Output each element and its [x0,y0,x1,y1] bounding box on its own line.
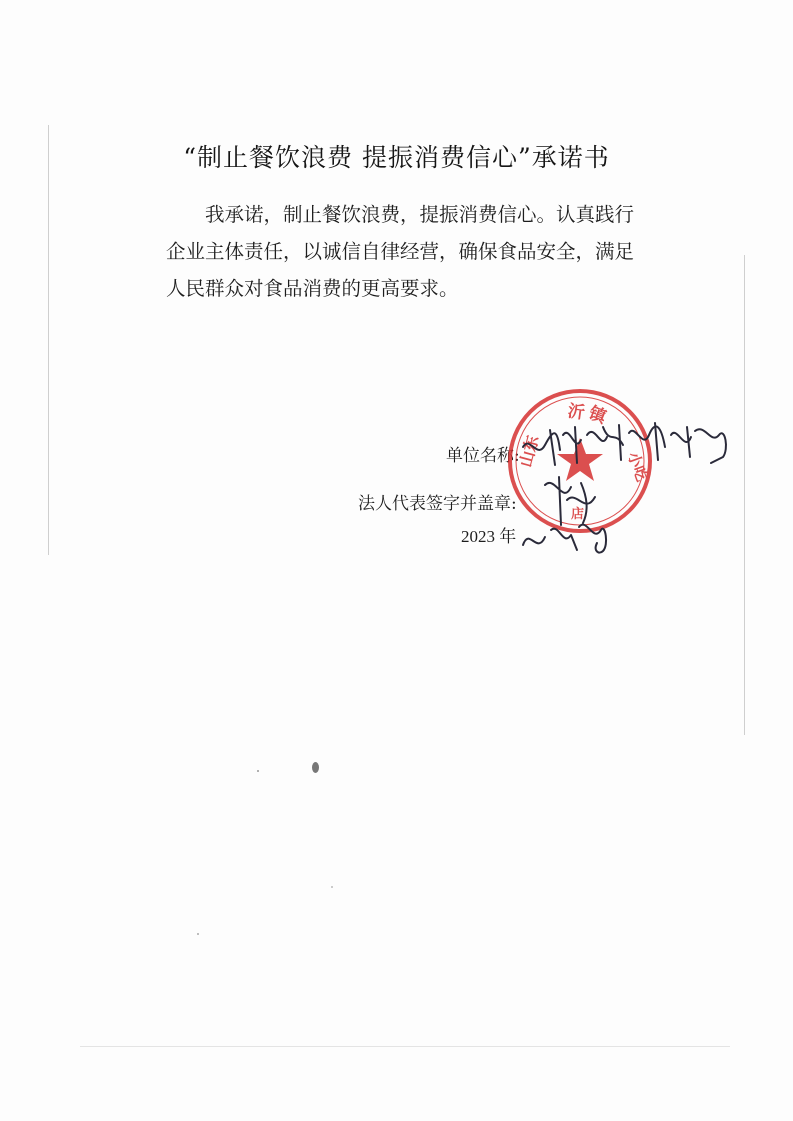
unit-name-label: 单位名称: [446,446,520,466]
scan-speck [312,762,319,773]
scan-speck [331,886,333,888]
commitment-body [166,196,636,307]
document-title: “制止餐饮浪费 提振消费信心”承诺书 [183,143,610,172]
date-year: 2023 年 [461,527,517,546]
scan-edge-left [48,125,49,555]
scan-edge-right [744,255,745,735]
svg-text:小吃: 小吃 [624,449,652,484]
legal-rep-label: 法人代表签字并盖章: [358,494,517,514]
handwritten-signature [515,405,740,555]
svg-text:店: 店 [571,507,585,522]
scan-edge-bottom [80,1046,730,1047]
svg-text:镇: 镇 [585,403,609,429]
scan-speck [257,770,259,772]
commitment-paragraph: 我承诺，制止餐饮浪费，提振消费信心。认真践行企业主体责任，以诚信自律经营，确保食品安全，满足人民群众对食品消费的更高要求。 [166,203,635,300]
scan-speck [197,933,199,935]
svg-text:沂: 沂 [566,401,587,424]
svg-text:山东: 山东 [515,433,543,470]
